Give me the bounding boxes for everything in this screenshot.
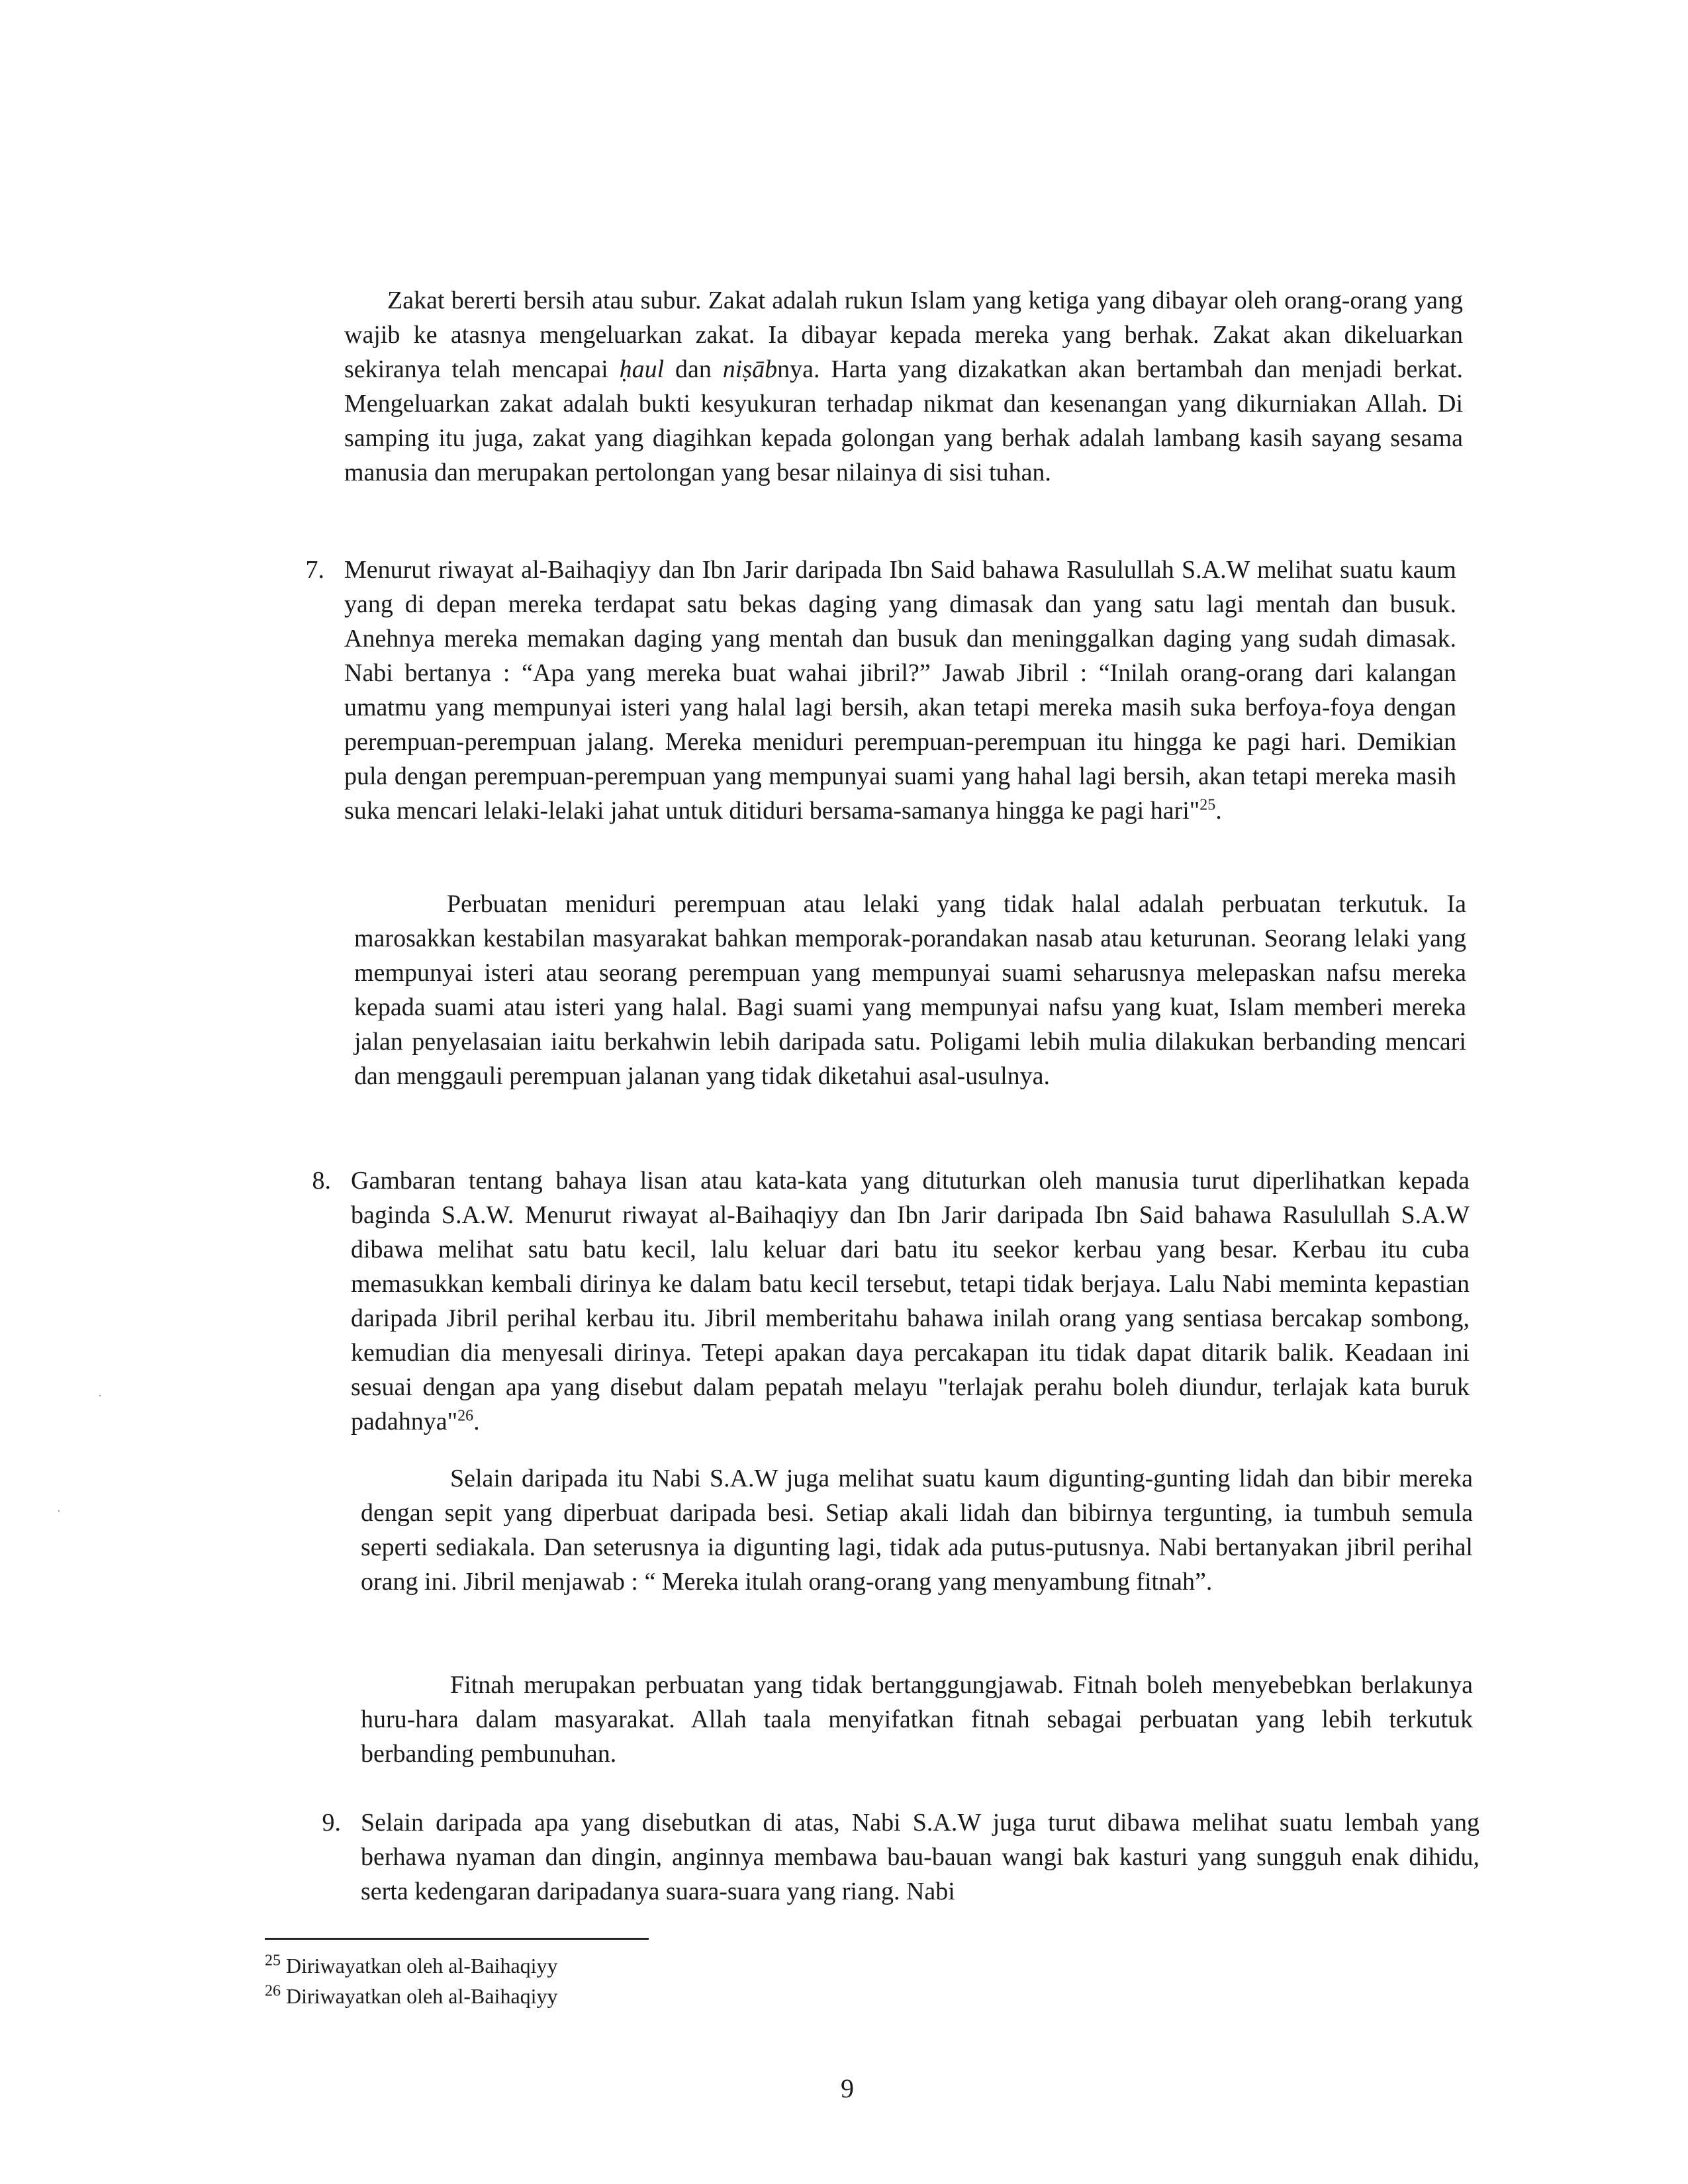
term-nisab: niṣāb: [722, 355, 778, 383]
paragraph-zakat: [344, 283, 1463, 490]
footnote-ref-25[interactable]: 25: [1199, 796, 1216, 814]
footnote-number: 25: [265, 1952, 281, 1970]
footnote-ref-26[interactable]: 26: [457, 1407, 474, 1425]
list-number: 9.: [322, 1809, 341, 1837]
footnote-text: Diriwayatkan oleh al-Baihaqiyy: [281, 1984, 558, 2008]
footnote-25: [265, 1952, 558, 1979]
scan-speck: [99, 1395, 101, 1396]
list-number: 7.: [305, 556, 324, 584]
list-item-text: Menurut riwayat al-Baihaqiyy dan Ibn Jarir daripada Ibn Said bahawa Rasulullah S.A.W melihat suatu kaum yang di depan mereka terdapat satu bekas daging yang dimasak dan yang satu lagi mentah dan busuk. Anehnya mereka memakan daging yang mentah dan busuk dan meninggalkan daging yang sudah dimasak. Nabi bertanya : “Apa yang mereka buat wahai jibril?” Jawab Jibril : “Inilah orang-orang dari kalangan umatmu yang mempunyai isteri yang halal lagi bersih, akan tetapi mereka masih suka berfoya-foya dengan perempuan-perempuan jalang. Mereka meniduri perempuan-perempuan itu hingga ke pagi hari. Demikian pula dengan perempuan-perempuan yang mempunyai suami yang hahal lagi bersih, akan tetapi mereka masih suka mencari lelaki-lelaki jahat untuk ditiduri bersama-samanya hingga ke pagi hari"$^{25}$.: [344, 556, 1456, 825]
footnote-26: [265, 1983, 558, 2009]
paragraph-zakat-text-a: Zakat bererti bersih atau subur. Zakat adalah rukun Islam yang ketiga yang dibayar oleh orang-orang yang wajib ke atasnya mengeluarkan zakat. Ia dibayar kepada mereka yang berhak. Zakat akan dikeluarkan sekiranya telah mencapai: [344, 287, 1463, 383]
paragraph-perbuatan: Perbuatan meniduri perempuan atau lelaki yang tidak halal adalah perbuatan terkutuk. Ia marosakkan kestabilan masyarakat bahkan memporak-porandakan nasab atau keturunan. Seorang lelaki yang mempunyai isteri atau seorang perempuan yang mempunyai suami seharusnya melepaskan nafsu mereka kepada suami atau isteri yang halal. Bagi suami yang mempunyai nafsu yang kuat, Islam memberi mereka jalan penyelasaian iaitu berkahwin lebih daripada satu. Poligami lebih mulia dilakukan berbanding mencari dan menggauli perempuan jalanan yang tidak diketahui asal-usulnya.: [354, 890, 1466, 1090]
paragraph-selain: Selain daripada itu Nabi S.A.W juga melihat suatu kaum digunting-gunting lidah dan bibir mereka dengan sepit yang diperbuat daripada besi. Setiap akali lidah dan bibirnya tergunting, ia tumbuh semula seperti sediakala. Dan seterusnya ia digunting lagi, tidak ada putus-putusnya. Nabi bertanyakan jibril perihal orang ini. Jibril menjawab : “ Mereka itulah orang-orang yang menyambung fitnah”.: [361, 1465, 1473, 1596]
paragraph-zakat-text-c: nya. Harta yang dizakatkan akan bertambah dan menjadi berkat. Mengeluarkan zakat adalah bukti kesyukuran terhadap nikmat dan kesenangan yang dikurniakan Allah. Di samping itu juga, zakat yang diagihkan kepada golongan yang berhak adalah lambang kasih sayang sesama manusia dan merupakan pertolongan yang besar nilainya di sisi tuhan.: [344, 355, 1464, 486]
term-haul: ḥaul: [619, 355, 665, 383]
list-item-text: Selain daripada apa yang disebutkan di atas, Nabi S.A.W juga turut dibawa melihat suatu lembah yang berhawa nyaman dan dingin, anginnya membawa bau-bauan wangi bak kasturi yang sungguh enak dihidu, serta kedengaran daripadanya suara-suara yang riang. Nabi: [361, 1809, 1479, 1905]
paragraph-fitnah: Fitnah merupakan perbuatan yang tidak bertanggungjawab. Fitnah boleh menyebebkan berlakunya huru-hara dalam masyarakat. Allah taala menyifatkan fitnah sebagai perbuatan yang lebih terkutuk berbanding pembunuhan.: [361, 1671, 1473, 1768]
footnote-text: Diriwayatkan oleh al-Baihaqiyy: [281, 1954, 558, 1978]
footnote-divider: [265, 1938, 649, 1940]
scan-speck: [58, 1510, 60, 1512]
paragraph-zakat-text-b: dan: [664, 355, 723, 383]
page-number: 9: [841, 2073, 854, 2103]
footnote-number: 26: [265, 1982, 281, 2000]
list-number: 8.: [312, 1167, 331, 1195]
list-item-text: Gambaran tentang bahaya lisan atau kata-kata yang dituturkan oleh manusia turut diperlihatkan kepada baginda S.A.W. Menurut riwayat al-Baihaqiyy dan Ibn Jarir daripada Ibn Said bahawa Rasulullah S.A.W dibawa melihat satu batu kecil, lalu keluar dari batu itu seekor kerbau yang besar. Kerbau itu cuba memasukkan kembali dirinya ke dalam batu kecil tersebut, tetapi tidak berjaya. Lalu Nabi meminta kepastian daripada Jibril perihal kerbau itu. Jibril memberitahu bahawa inilah orang yang sentiasa bercakap sombong, kemudian dia menyesali dirinya. Tetepi apakan daya percakapan itu tidak dapat ditarik balik. Keadaan ini sesuai dengan apa yang disebut dalam pepatah melayu "terlajak perahu boleh diundur, terlajak kata buruk padahnya"$^{26}$.: [351, 1167, 1470, 1435]
